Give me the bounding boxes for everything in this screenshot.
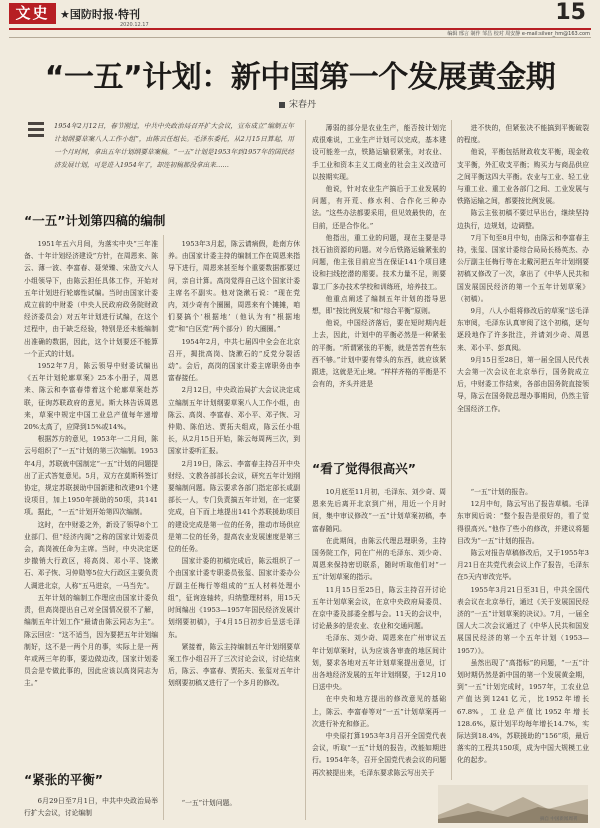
quote-bars-icon <box>28 122 52 142</box>
paragraph: 在中央和地方提出的修改意见的基础上，陈云、李富春等对“一五”计划草案再一次进行补充和修正。 <box>312 695 446 728</box>
paragraph: 根据苏方的意见，1953年一二月间，陈云号组织了“一五”计划的第三次编制。1953年4月，苏联就中国制定“一五”计划的问题提出了正式答复意见。5月，双方在莫斯科签订协定，规定苏联援助中国新建和改建91个建设项目，加上1950年援助的50项，共141项。据此，“一五”计划开始第四次编制。 <box>24 435 158 517</box>
column-divider <box>451 120 452 780</box>
paragraph: 1955年3月21日至31日，中共全国代表会议在北京举行，通过《关于发展国民经济的“一五”计划草案的决议》。7月，一届全国人大二次会议通过了《中华人民共和国发展国民经济的第一个五年计划（1953—1957）》。 <box>457 585 589 655</box>
paragraph: 9月15日至28日，第一届全国人民代表大会第一次会议在北京举行，国务院成立后，中财委工作结束，各部由国务院直接领导，陈云在国务院总理办事期间，仍然主管全国经济工作。 <box>457 355 589 413</box>
paragraph: 1953年3月起，陈云请病假，赴南方休养。由国家计委主持的编制工作在周恩来指导下进行，周恩来甚至每个重要数据都要过问，亲自计算。高岗觉得自己这个国家计委主席名不副实。他对饶漱石说：“现在党内，刘少奇有个圈圈，周恩来有个摊摊，咱们要搞个‘根据地’（他认为有“根据地党”和“白区党”两个部分）的大圈圈。” <box>168 240 300 334</box>
paragraph: 1951年五六月间，为落实中央“三年准备、十年计划经济建设”方针，在周恩来、陈云、薄一波、李富春、聂荣臻、宋劭文六人小组领导下，由陈云担任具体工作，开始对五年计划进行轮廓性试编。当时由国家计委成立前的中财委（中央人民政府政务院财政经济委员会）对五年计划进行试编，在这个过程中，由于缺乏经验，特别是还未能编制出准确的数据，因此，这个计划要还不能算一个正式的计划。 <box>24 240 158 358</box>
paragraph: 2月19日，陈云、李富春主持召开中央财经、文教各部部长会议，研究五年计划纲要编制问题。陈云要求各部门指定部长或副部长一人，专门负责搞五年计划，在一定要完成，自下而上地提出141个苏联援助项目的建设完成是第一位的任务，推动市场供应是第二位的任务，提高农业发展速度是第三位的任务。 <box>168 459 300 554</box>
paragraph: 陈云对报告草稿修改后，又于1955年3月21日在共党代表会议上作了报告，毛泽东在5天内审改完毕。 <box>457 549 589 582</box>
paragraph: 9月，八人小组将修改后的草案“送毛泽东审阅，毛泽东认真审阅了这个初稿，逐句逐段地作了许多批注，并请刘少奇、周恩来、邓小平、彭真阅。 <box>457 307 589 352</box>
column-2 <box>168 238 300 690</box>
paragraph: 这时，在中财委之外，新设了领导8个工业部门、但“经济内阁”之称的国家计划委员会，高岗被任命为主席。当时，中央决定逐步撤销大行政区，将高岗、邓小平、饶漱石、邓子恢、习仲勋等5位大行政区主要负责人调进北京，人称“五马进京，一马当先”。 <box>24 520 158 590</box>
paragraph: 毛泽东、刘少奇、周恩来在广州审议五年计划草案时，认为应该各审查的地区间计划，要求各地对五年计划草案提出意见，订出各地经济发展的五年计划纲要，于12月10日送中央。 <box>312 634 446 692</box>
paragraph: 中央原打算1953年3月召开全国党代表会议，听取“一五”计划的报告，改能如期进行。1954年冬，召开全国党代表会议的问题再次被提出来，毛泽东要求陈云写出关于 <box>312 732 446 777</box>
column-3 <box>312 122 446 390</box>
editor-credits: 编辑 邢言 制作 邹昌 校对 周安静 e-mail:silver_hm@163.com <box>447 31 590 37</box>
header-rule-thin <box>9 37 591 38</box>
paragraph: “一五”计划问题。 <box>181 799 237 807</box>
paragraph: 7月下旬至8月中旬，由陈云和李富春主持，张玺、国家计委综合局局长杨英杰、办公厅副主任梅行等在北戴河把五年计划纲要初稿又修改了一次，拿出了《中华人民共和国发展国民经济的第一个五年计划草案》（初稿）。 <box>457 233 589 303</box>
paragraph: 11月15日至25日，陈云主持召开讨论五年计划草案会议，在京中央政府局委员、在京中委及部委全都与会。11天的会议中，讨论最多的是农业、农业和交通问题。 <box>312 585 446 631</box>
paragraph: 薄弱的部分是农业生产，能否按计划完成很难说，工业生产计划可以完成，基本建设可能差一点，铁路运输很紧张，对农业、手工业和资本主义工商业的社会主义改造可以按期实现。 <box>312 124 446 181</box>
paragraph: 12月中旬，陈云写出了报告草稿。毛泽东审阅后说：“整个报告是很好的，看了觉得很高兴。”他作了些小的修改，并建议将题目改为“一五”计划的报告。 <box>457 500 589 545</box>
intro-block <box>28 120 294 206</box>
paragraph: 他指出，重工业的问题，现在主要是寻找石油资源的问题。对今后铁路运输紧张的问题，他主张目前应当在保证141个项目建设和扫线挖潜的需要。技术力量不足，则要靠工厂多办技术学校和训练班，培养技工。 <box>312 233 446 291</box>
paragraph: 进不快的，但紧张决不能搞到平衡破裂的程度。 <box>457 124 589 145</box>
paragraph: 2月12日，中央政治局扩大会议决定成立编制五年计划纲要草案八人工作小组，由陈云、高岗、李富春、邓小平、邓子恢、习仲勋、陈伯达、贾拓夫组成，陈云任小组长，从2月15日开始，陈云每周两三次，到国家计委听汇报。 <box>168 386 300 456</box>
intro-text: 1954年2月12日，春节刚过，中共中央政治局召开扩大会议，宣布成立“编制五年计划纲要草案八人工作小组”，由陈云任组长。毛泽东委托，从2月15日算起，用一个月时间，拿出五年计划纲要草案稿。“一五”计划是1953年到1957年的国民经济发展计划，可是进入1954年了，却连初稿都没拿出来…… <box>54 122 294 169</box>
paragraph: 在此期间，由陈云代理总理职务，主持国务院工作，同在广州的毛泽东、刘少奇、周恩来保持密切联系，随时听取他们对“一五”计划草案的指示。 <box>312 536 446 582</box>
paragraph: 他说，中国经济落后，要在短时期内赶上去，因此，计划中的平衡必然是一种紧张的平衡。“所谓紧张的平衡，就是苦苦有些东西不够。”计划中要有带头的东西，就应该紧跟进，这就是无止境。“样样齐格的平衡是不会有的，齐头并进是 <box>312 319 446 389</box>
article-title: “一五”计划：新中国第一个发展黄金期 <box>44 60 556 95</box>
column-4 <box>457 122 589 415</box>
section-heading: “紧张的平衡” <box>24 772 103 787</box>
paragraph: 陈云主张初稿不要过早出台，继续坚持边执行，边规划，边调整。 <box>457 209 589 230</box>
column-3-lower <box>312 486 446 779</box>
paragraph: 紧接着，陈云主持编制五年计划纲要草案工作小组召开了三次讨论会议，讨论结束后，陈云、李富春、贾拓夫、张玺对五年计划纲要初稿又进行了一个多月的修改。 <box>168 642 300 688</box>
section-logo: 文史 <box>9 3 56 24</box>
section-tag: ★国防时报·特刊 <box>60 8 141 21</box>
byline-square-icon <box>279 102 285 108</box>
paragraph: 他说，针对农业生产搞后于工业发展的问题，有开荒、修水利、合作化三种办法。“这些办法都要采用，但见效最快的，在目前，还是合作化。” <box>312 185 446 230</box>
column-1 <box>24 238 158 690</box>
source-note: 摘自 中国新闻周刊 <box>540 817 578 822</box>
paragraph: 虽然出现了“高指标”的问题，“一五”计划时期仍然是新中国的第一个发展黄金期，到“一五”计划完成时，1957年，工农业总产值达到1241亿元，比1952年增长67.8%，工业总产值比1952年增长128.6%，原计划平均每年增长14.7%，实际达到18.4%，苏联援助的“156”项，最后落实的工程共150项，成为中国大规模工业化的起步。 <box>457 658 589 765</box>
column-2-bottom <box>168 797 300 809</box>
paragraph: 他重点阐述了编制五年计划的指导思想，即“按比例发展”和“综合平衡”原则。 <box>312 294 446 316</box>
page-number: 15 <box>555 0 586 25</box>
author-name: 宋春丹 <box>289 100 317 110</box>
column-1-bottom <box>24 795 158 819</box>
paragraph: 1954年2月，中共七届四中全会在北京召开，揭批高岗、饶漱石的“反党分裂活动”。会后，高岗的国家计委主席职务由李富春接任。 <box>168 337 300 383</box>
paragraph: 五年计划的编制工作理应由国家计委负责，但高岗提出自己对全国情况很不了解，编制五年计划工作“最请由陈云同志为主”。陈云回应：“这不适当，因为要把五年计划编制好，这不是一两个月的事，实际上是一两年或两三年的事，要边做边改，国家计划委员会是专做此事的，因此应该以高岗同志为主。” <box>24 593 158 688</box>
column-divider <box>305 120 306 820</box>
paragraph: 1952年7月，陈云领导中财委试编出《五年计划轮廓草案》25本小册子，周恩来、陈云和李富春带着这个轮廓草案赴苏联，征询苏联政府的意见。斯大林告诉周恩来，草案中规定中国工业总产值每年递增20%太高了，应降到15%或14%。 <box>24 362 158 432</box>
paragraph: 6月29日至7月1日，中共中央政治局举行扩大会议，讨论编制 <box>24 797 158 818</box>
paragraph: 国家计委的初稿完成后，陈云组织了一个由国家计委专职委员张玺、国家计委办公厅副主任梅行等组成的“五人材料处理小组”，征询连轴转，归纳整理材料，用15天时间编出《1953—1957年国民经济发展计划纲要初稿》，于4月15日初步后呈送毛泽东。 <box>168 557 300 639</box>
column-divider <box>163 235 164 820</box>
publication-date: 2020.12.17 <box>120 22 149 28</box>
byline <box>279 97 316 110</box>
masthead <box>0 0 600 26</box>
section-heading: “看了觉得很高兴” <box>312 461 416 476</box>
paragraph: 他说，平衡包括财政收支平衡，现金收支平衡，外汇收支平衡；购买力与商品供应之间平衡这四大平衡。农业与工业、轻工业与重工业、重工业各部门之间、工业发展与铁路运输之间，都要按比例发展。 <box>457 148 589 206</box>
paragraph: 10月底至11月初，毛泽东、刘少奇、周恩来先后离开北京到广州，用近一个月时间，集中审议修改“一五”计划草案初稿，李富春随同。 <box>312 488 446 533</box>
section-heading: “一五”计划第四稿的编制 <box>24 213 166 228</box>
paragraph: “一五”计划的报告。 <box>470 488 532 496</box>
column-4-lower <box>457 486 589 767</box>
